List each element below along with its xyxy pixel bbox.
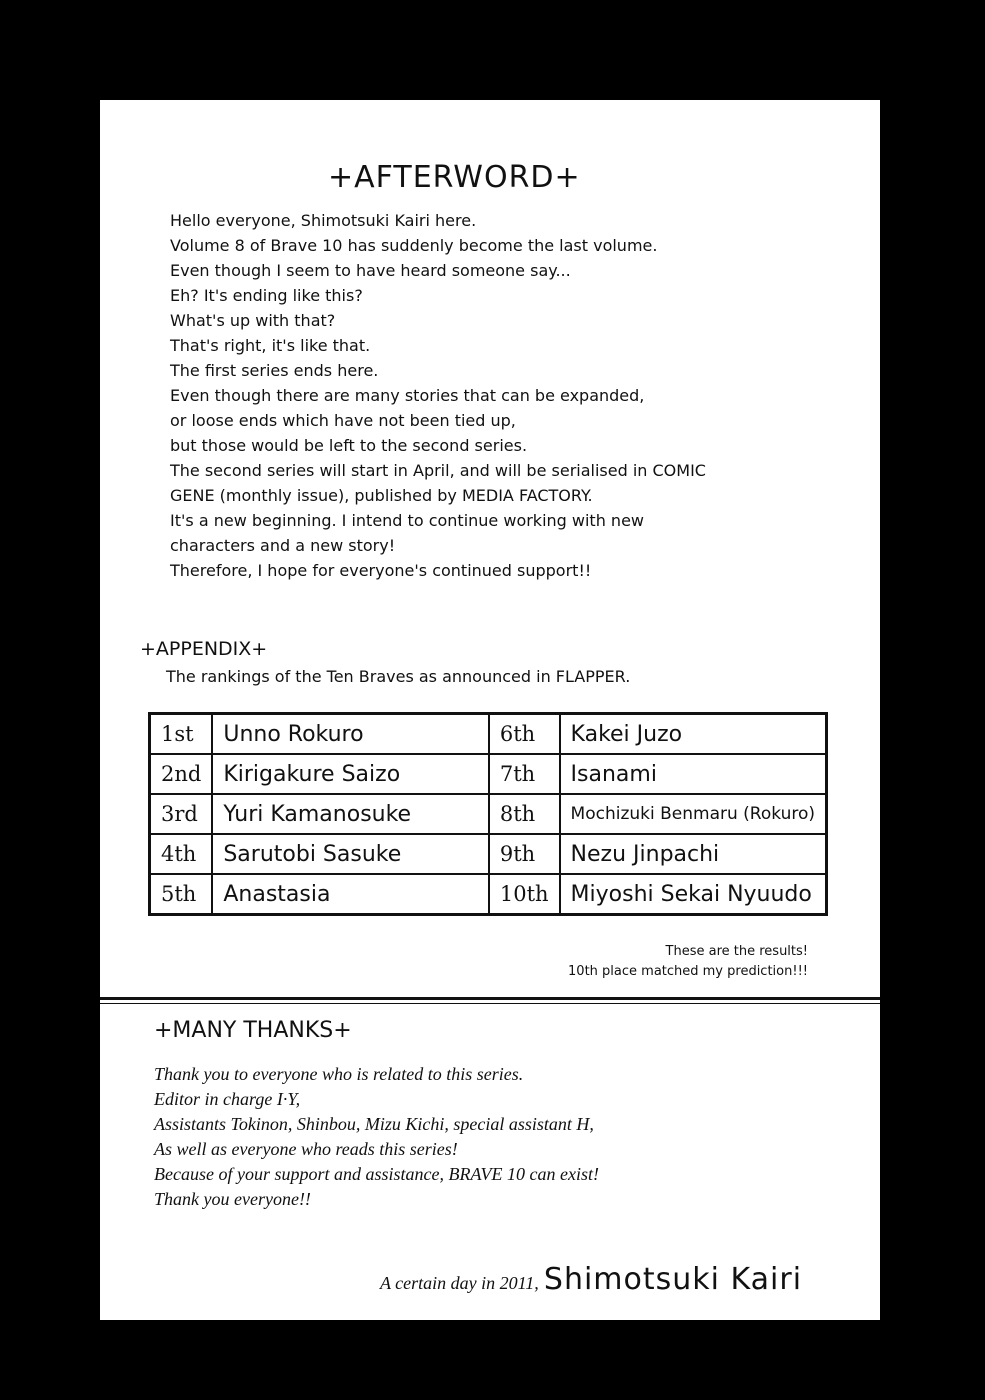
table-row <box>150 794 827 834</box>
thanks-line: Thank you everyone!! <box>154 1189 311 1209</box>
afterword-line: The second series will start in April, and will be serialised in COMIC <box>170 461 706 480</box>
appendix-title: +APPENDIX+ <box>140 638 268 660</box>
results-note-line: These are the results! <box>665 944 808 959</box>
name-cell: Yuri Kamanosuke <box>212 794 489 834</box>
name-cell: Kakei Juzo <box>560 714 827 755</box>
rank-cell: 3rd <box>150 794 213 834</box>
rank-cell: 5th <box>150 874 213 915</box>
thanks-line: Thank you to everyone who is related to this series. <box>154 1064 524 1084</box>
results-note-line: 10th place matched my prediction!!! <box>568 964 808 979</box>
thanks-line: Because of your support and assistance, BRAVE 10 can exist! <box>154 1164 600 1184</box>
thanks-line: Assistants Tokinon, Shinbou, Mizu Kichi, special assistant H, <box>154 1114 594 1134</box>
section-divider <box>100 997 880 1000</box>
rankings-table <box>148 712 828 916</box>
afterword-page <box>100 100 880 1320</box>
name-cell: Nezu Jinpachi <box>560 834 827 874</box>
table-row <box>150 754 827 794</box>
table-row <box>150 834 827 874</box>
afterword-line: Even though there are many stories that can be expanded, <box>170 386 645 405</box>
afterword-line: Volume 8 of Brave 10 has suddenly become the last volume. <box>170 236 658 255</box>
rank-cell: 4th <box>150 834 213 874</box>
signoff-date: A certain day in 2011, <box>380 1273 539 1293</box>
name-cell: Mochizuki Benmaru (Rokuro) <box>560 794 827 834</box>
table-row <box>150 874 827 915</box>
name-cell: Miyoshi Sekai Nyuudo <box>560 874 827 915</box>
afterword-line: or loose ends which have not been tied up, <box>170 411 516 430</box>
name-cell: Sarutobi Sasuke <box>212 834 489 874</box>
rank-cell: 8th <box>489 794 560 834</box>
name-cell: Unno Rokuro <box>212 714 489 755</box>
afterword-line: The first series ends here. <box>170 361 379 380</box>
afterword-line: characters and a new story! <box>170 536 396 555</box>
afterword-line: What's up with that? <box>170 311 336 330</box>
rank-cell: 10th <box>489 874 560 915</box>
name-cell: Isanami <box>560 754 827 794</box>
afterword-line: Eh? It's ending like this? <box>170 286 363 305</box>
rank-cell: 6th <box>489 714 560 755</box>
afterword-line: Therefore, I hope for everyone's continued support!! <box>170 561 592 580</box>
rank-cell: 7th <box>489 754 560 794</box>
afterword-line: but those would be left to the second series. <box>170 436 528 455</box>
thanks-body <box>154 1062 599 1212</box>
thanks-line: Editor in charge I·Y, <box>154 1089 301 1109</box>
thanks-line: As well as everyone who reads this series! <box>154 1139 458 1159</box>
section-divider-thin <box>100 1003 880 1004</box>
rank-cell: 1st <box>150 714 213 755</box>
thanks-title: +MANY THANKS+ <box>154 1018 352 1043</box>
afterword-line: Even though I seem to have heard someone say... <box>170 261 571 280</box>
afterword-title: +AFTERWORD+ <box>328 160 581 195</box>
afterword-line: GENE (monthly issue), published by MEDIA FACTORY. <box>170 486 593 505</box>
rank-cell: 9th <box>489 834 560 874</box>
rank-cell: 2nd <box>150 754 213 794</box>
name-cell: Kirigakure Saizo <box>212 754 489 794</box>
results-note <box>568 942 808 982</box>
afterword-line: That's right, it's like that. <box>170 336 371 355</box>
afterword-line: It's a new beginning. I intend to continue working with new <box>170 511 644 530</box>
table-row <box>150 714 827 755</box>
name-cell: Anastasia <box>212 874 489 915</box>
afterword-body <box>170 208 860 583</box>
signoff <box>380 1262 802 1297</box>
author-signature: Shimotsuki Kairi <box>543 1262 803 1297</box>
afterword-line: Hello everyone, Shimotsuki Kairi here. <box>170 211 477 230</box>
appendix-description: The rankings of the Ten Braves as announced in FLAPPER. <box>166 667 631 686</box>
